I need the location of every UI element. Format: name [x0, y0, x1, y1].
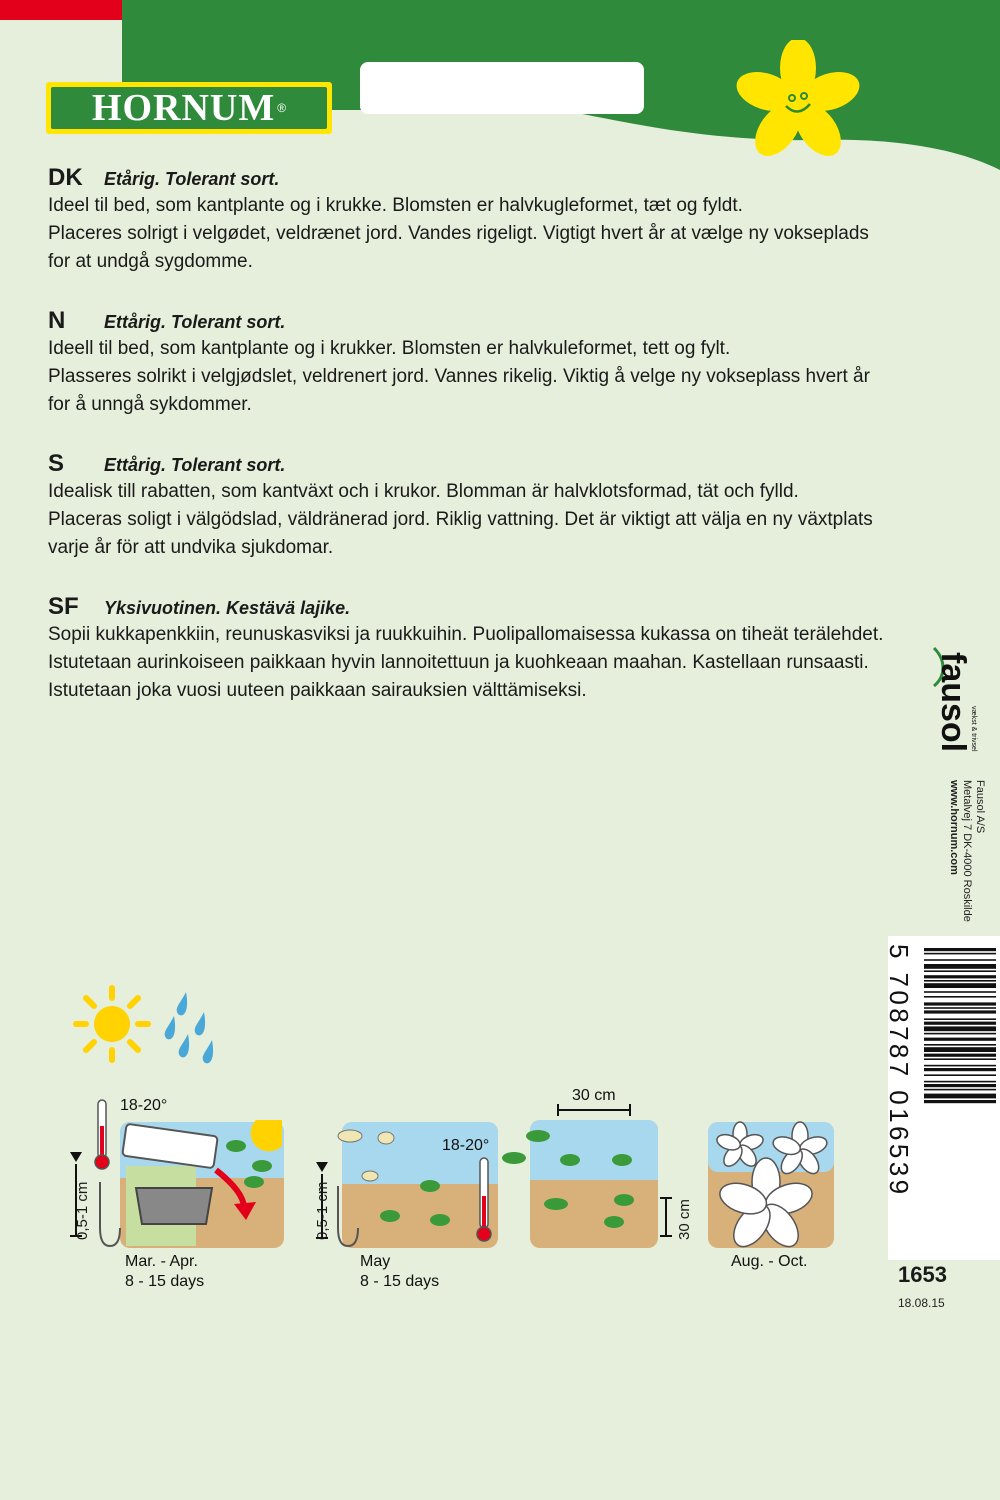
section-sf — [48, 593, 928, 705]
barcode-bar — [924, 1074, 996, 1076]
section-n — [48, 307, 928, 419]
sow-indoor-pictogram — [66, 1096, 288, 1252]
svg-text:vækst & trivsel: vækst & trivsel — [970, 706, 977, 752]
barcode-bar — [924, 1033, 996, 1035]
period-label: Mar. - Apr. — [125, 1253, 198, 1270]
days-label: 8 - 15 days — [125, 1273, 205, 1290]
barcode-bar — [924, 1047, 996, 1052]
barcode-bar — [924, 1044, 996, 1046]
barcode-bar — [924, 964, 996, 969]
spacing-width-label: 30 cm — [572, 1087, 616, 1104]
barcode-bar — [924, 1089, 996, 1091]
blank-label-area — [360, 62, 644, 114]
lang-body: Ideell til bed, som kantplante og i krukker. Blomsten er halvkuleformet, tett og fylt. Plasseres solrikt i velgjødslet, veldrenert jord. Vannes rikelig. Viktig å velge ny vokseplass hvert år for å unngå sykdommer. — [48, 338, 870, 415]
company-website: www.hornum.com — [948, 780, 960, 875]
lang-subtitle: Ettårig. Tolerant sort. — [104, 455, 286, 475]
barcode-bar — [924, 1022, 996, 1025]
barcode-bar — [924, 1058, 996, 1060]
section-dk — [48, 164, 928, 276]
barcode-bar — [924, 1100, 996, 1103]
section-s — [48, 450, 928, 562]
depth-label: 0,5-1 cm — [74, 1181, 91, 1240]
lang-code: S — [48, 450, 65, 477]
lang-code: DK — [48, 164, 83, 191]
company-name: Fausol A/S — [974, 780, 986, 834]
period-label: May — [360, 1253, 391, 1270]
svg-text:fausol: fausol — [934, 652, 972, 753]
distributor-address — [930, 780, 990, 930]
plant-spacing-pictogram — [494, 1104, 694, 1254]
barcode-bar — [924, 970, 996, 972]
sun-icon — [68, 984, 158, 1064]
spacing-height-label: 30 cm — [676, 1199, 693, 1240]
barcode-bar — [924, 1068, 996, 1071]
fausol-logo — [920, 646, 980, 766]
barcode — [884, 936, 1000, 1260]
hornum-logo — [46, 82, 332, 134]
lang-subtitle: Etårig. Tolerant sort. — [104, 169, 280, 189]
barcode-bar — [924, 948, 996, 951]
registered-mark: ® — [277, 101, 287, 115]
lang-code: SF — [48, 593, 79, 620]
lang-body: Idealisk till rabatten, som kantväxt och i krukor. Blomman är halvklotsformad, tät och fylld. Placeras soligt i välgödslad, väldränerad jord. Riklig vattning. Det är viktigt att välja en ny växtplats varje år för att undvika sjukdomar. — [48, 481, 873, 558]
water-drops-icon — [160, 990, 220, 1066]
smiling-flower-icon — [728, 40, 868, 160]
barcode-bar — [924, 991, 996, 993]
temp-label: 18-20° — [120, 1097, 168, 1114]
barcode-bar — [924, 1054, 996, 1057]
barcode-bar — [924, 1081, 996, 1083]
barcode-bar — [924, 1038, 996, 1041]
barcode-bar — [924, 975, 996, 978]
temp-label: 18-20° — [442, 1137, 490, 1154]
barcode-bar — [924, 953, 996, 955]
barcode-bar — [924, 1007, 996, 1009]
barcode-bar — [924, 959, 996, 961]
company-address: Metalvej 7 DK-4000 Roskilde — [961, 780, 973, 922]
barcode-bar — [924, 1010, 996, 1013]
barcode-bar — [924, 1094, 996, 1099]
barcode-bar — [924, 996, 996, 998]
lang-subtitle: Ettårig. Tolerant sort. — [104, 312, 286, 332]
lang-subtitle: Yksivuotinen. Kestävä lajike. — [104, 598, 351, 618]
barcode-bar — [924, 983, 996, 988]
lang-body: Sopii kukkapenkkiin, reunuskasviksi ja ruukkuihin. Puolipallomaisessa kukassa on tiheät terälehdet. Istutetaan aurinkoiseen paikkaan hyvin lannoitettuun ja kuohkeaan maahan. Kastellaan runsaasti. Istutetaan joka vuosi uuteen paikkaan sairauksien välttämiseksi. — [48, 624, 884, 701]
barcode-bar — [924, 1002, 996, 1005]
barcode-digits: 5 708787 016539 — [884, 944, 914, 1198]
barcode-bar — [924, 1026, 996, 1031]
depth-label: 0,5-1 cm — [314, 1181, 331, 1240]
item-number: 1653 — [898, 1262, 947, 1287]
lang-code: N — [48, 307, 66, 334]
lang-body: Ideel til bed, som kantplante og i krukke. Blomsten er halvkugleformet, tæt og fyldt. Placeres solrigt i velgødet, veldrænet jord. Vandes rigeligt. Vigtigt hvert år at vælge ny vokseplads for at undgå sygdomme. — [48, 195, 869, 272]
brand-name: HORNUM — [91, 87, 276, 129]
barcode-bar — [924, 1084, 996, 1087]
print-date: 18.08.15 — [898, 1296, 945, 1310]
flowering-pictogram — [706, 1120, 836, 1250]
barcode-bar — [924, 980, 996, 982]
flowering-period-label: Aug. - Oct. — [731, 1253, 808, 1270]
barcode-bar — [924, 1018, 996, 1020]
days-label: 8 - 15 days — [360, 1273, 440, 1290]
barcode-bar — [924, 1065, 996, 1067]
